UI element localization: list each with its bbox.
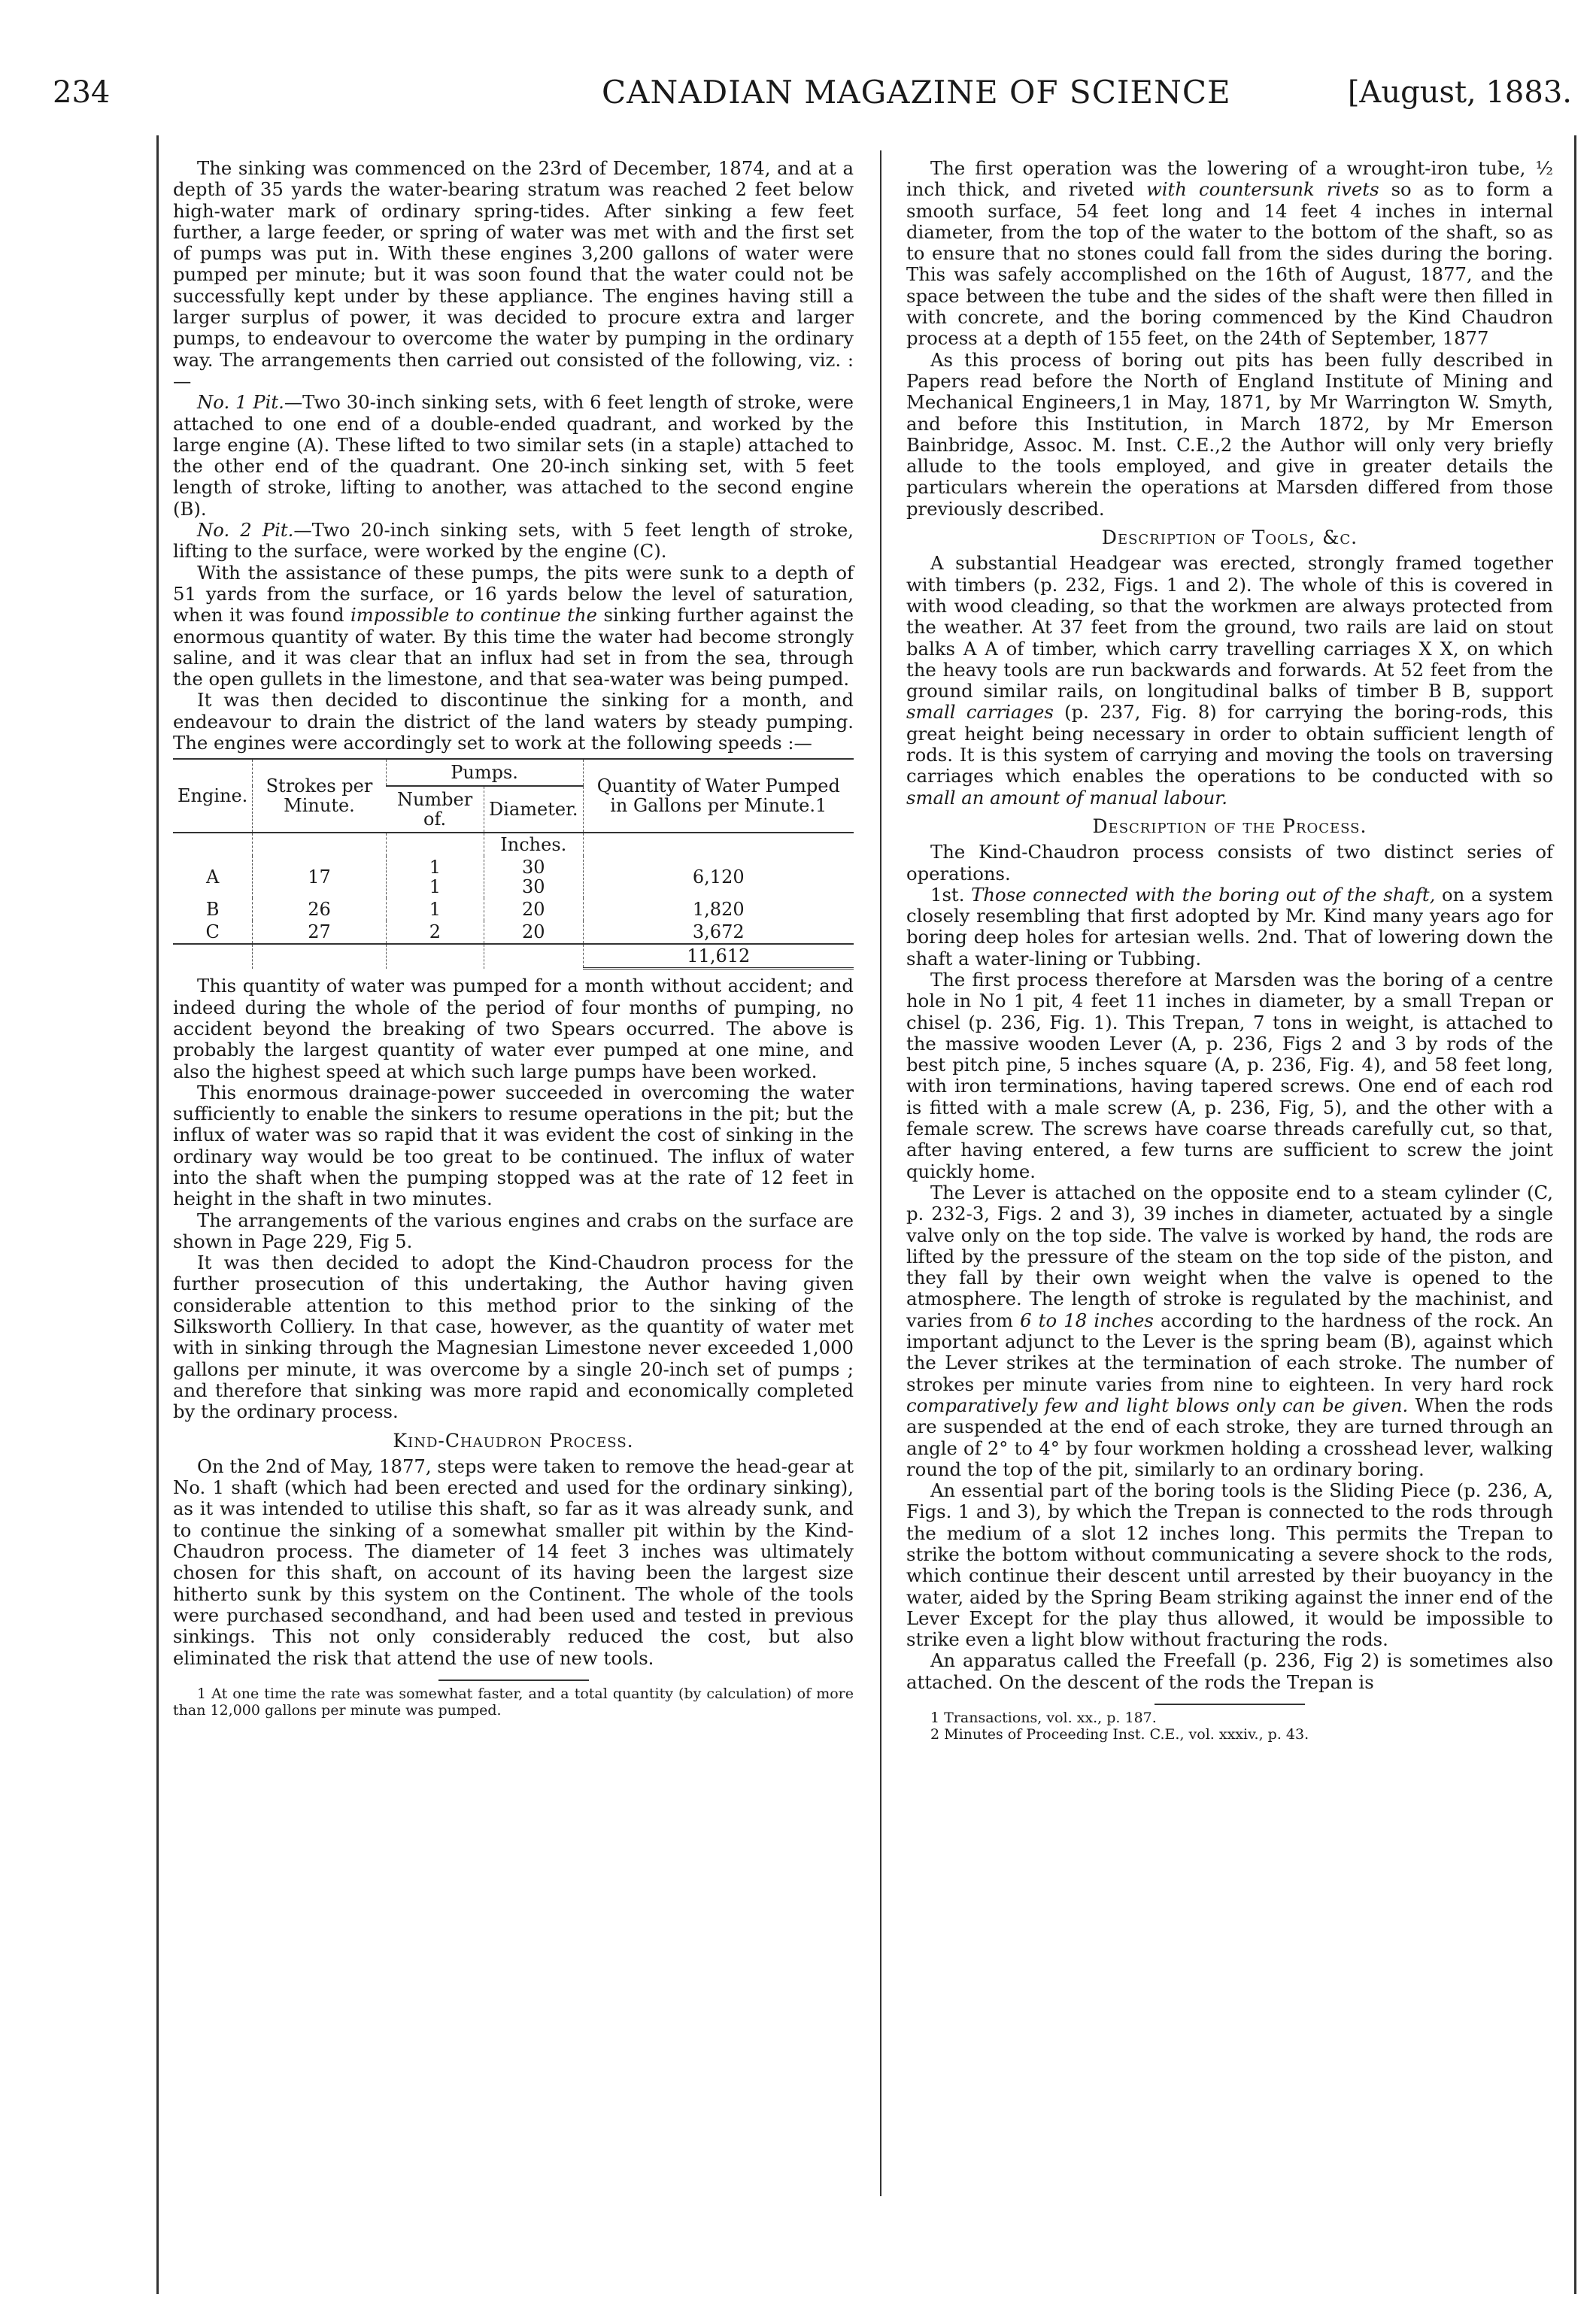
paragraph: No. 1 Pit.—Two 30-inch sinking sets, with 6 feet length of stroke, were attached to one end of a double-ended quadrant, and worked by the large engine (A). These lifted to two similar sets (in a staple) attached to the other end of the quadrant. One 20-inch sinking set, with 5 feet length of stroke, lifting to another, was attached to the second engine (B). xyxy=(173,391,854,520)
header-engine: Engine. xyxy=(173,759,253,833)
paragraph: The Lever is attached on the opposite end to a steam cylinder (C, p. 232-3, Figs. 2 and 3), 39 inches in diameter, actuated by a single valve only on the top side. The valve is worked by hand, the rods are lifted by the pressure of the steam on the top side of the piston, and they fall by their own weight when the valve is opened to the atmosphere. The length of stroke is regulated by the machinist, and varies from 6 to 18 inches according to the hardness of the rock. An important adjunct to the Lever is the spring beam (B), against which the Lever strikes at the termination of each stroke. The number of strokes per minute varies from nine to eighteen. In very hard rock comparatively few and light blows only can be given. When the rods are suspended at the end of each stroke, they are turned through an angle of 2° to 4° by four workmen holding a crosshead lever, walking round the top of the pit, similarly to an ordinary boring. xyxy=(906,1181,1554,1480)
pit-label: No. 1 Pit. xyxy=(197,391,284,414)
header-quantity: Quantity of Water Pumped in Gallons per Minute.1 xyxy=(583,759,854,833)
table-row: B 26 1 20 1,820 xyxy=(173,898,854,921)
paragraph: It was then decided to adopt the Kind-Chaudron process for the further prosecution of this undertaking, the Author having given considerable attention to this method prior to the sinking of the Silksworth Colliery. In that case, however, as the quantity of water met with in sinking through the Magnesian Limestone never exceeded 1,000 gallons per minute, it was overcome by a single 20-inch set of pumps ; and therefore that sinking was more rapid and economically completed by the ordinary process. xyxy=(173,1252,854,1423)
paragraph: 1st. Those connected with the boring out of the shaft, on a system closely resembling that first adopted by Mr. Kind many years ago for boring deep holes for artesian wells. 2nd. That of lowering down the shaft a water-lining or Tubbing. xyxy=(906,883,1554,969)
page-header xyxy=(53,69,1572,114)
paragraph: It was then decided to discontinue the sinking for a month, and endeavour to drain the district of the land waters by steady pumping. The engines were accordingly set to work at the following speeds :— xyxy=(173,689,854,754)
paragraph: The Kind-Chaudron process consists of two distinct series of operations. xyxy=(906,841,1553,884)
left-column xyxy=(173,158,854,1719)
total-quantity: 11,612 xyxy=(583,944,854,969)
paragraph: On the 2nd of May, 1877, steps were taken to remove the head-gear at No. 1 shaft (which had been erected and used for the ordinary sinking), as it was intended to utilise this shaft, so far as it was already sunk, and to continue the sinking of a somewhat smaller pit within by the Kind-Chaudron process. The diameter of 14 feet 3 inches was ultimately chosen for this shaft, on account of its having been the largest size hitherto sunk by this system on the Continent. The whole of the tools were purchased secondhand, and had been used and tested in previous sinkings. This not only considerably reduced the cost, but also eliminated the risk that attend the use of new tools. xyxy=(173,1455,854,1669)
footnote-rule xyxy=(438,1679,589,1681)
section-heading: Description of the Process. xyxy=(1092,815,1367,837)
paragraph: The sinking was commenced on the 23rd of December, 1874, and at a depth of 35 yards the water-bearing stratum was reached 2 feet below high-water mark of ordinary spring-tides. After sinking a few feet further, a large feeder, or spring of water was met with and the first set of pumps was put in. With these engines 3,200 gallons of water were pumped per minute; but it was soon found that the water could not be successfully kept under by these appliance. The engines having still a larger surplus of power, it was decided to procure extra and larger pumps, to endeavour to overcome the water by pumping in the ordinary way. The arrangements then carried out consisted of the following, viz. :— xyxy=(173,157,854,392)
pit-label: No. 2 Pit. xyxy=(197,519,294,542)
paragraph: The arrangements of the various engines and crabs on the surface are shown in Page 229, Fig 5. xyxy=(173,1209,854,1252)
header-number: Number of. xyxy=(386,786,484,833)
paragraph: This enormous drainage-power succeeded in overcoming the water sufficiently to enable the sinkers to resume operations in the pit; but the influx of water was so rapid that it was evident the cost of sinking in the ordinary way would be too great to be continued. The influx of water into the shaft when the pumping stopped was at the rate of 12 feet in height in the shaft in two minutes. xyxy=(173,1081,854,1210)
units-label: Inches. xyxy=(484,833,584,856)
paragraph: A substantial Headgear was erected, strongly framed together with timbers (p. 232, Figs. 1 and 2). The whole of this is covered in with wood cleading, so that the workmen are always protected from the weather. At 37 feet from the ground, two rails are laid on stout balks A A of timber, which carry travelling carriages X X, on which the heavy tools are run backwards and forwards. At 52 feet from the ground similar rails, on longitudinal balks of timber B B, support small carriages (p. 237, Fig. 8) for carrying the boring-rods, this great height being necessary in order to obtain sufficient length of rods. It is this system of carrying and moving the tools on traversing carriages which enables the operations to be conducted with so small an amount of manual labour. xyxy=(906,552,1553,809)
paragraph: An apparatus called the Freefall (p. 236, Fig 2) is sometimes also attached. On the descent of the rods the Trepan is xyxy=(906,1649,1553,1693)
table-total-row xyxy=(173,944,854,969)
footnote: 1 Transactions, vol. xx., p. 187. xyxy=(930,1710,1157,1727)
paragraph: As this process of boring out pits has been fully described in Papers read before the North of England Institute of Mining and Mechanical Engineers,1 in May, 1871, by Mr Warrington W. Smyth, and before this Institution, in March 1872, by Mr Emerson Bainbridge, Assoc. M. Inst. C.E.,2 the Author will only very briefly allude to the tools employed, and give in greater details the particulars wherein the operations at Marsden differed from those previously described. xyxy=(906,348,1553,520)
pump-table xyxy=(173,758,854,969)
table-row: C 27 2 20 3,672 xyxy=(173,921,854,944)
section-heading: Description of Tools, &c. xyxy=(1101,526,1358,549)
footnote-rule xyxy=(1155,1704,1305,1705)
section-heading: Kind-Chaudron Process. xyxy=(393,1429,634,1452)
paragraph: No. 2 Pit.—Two 20-inch sinking sets, with 5 feet length of stroke, lifting to the surface, were worked by the engine (C). xyxy=(173,519,854,563)
magazine-title: CANADIAN MAGAZINE OF SCIENCE xyxy=(602,74,1231,111)
column-divider xyxy=(880,150,881,2196)
paragraph: The first operation was the lowering of a wrought-iron tube, ½ inch thick, and riveted with countersunk rivets so as to form a smooth surface, 54 feet long and 14 feet 4 inches in internal diameter, from the top of the water to the bottom of the shaft, so as to ensure that no stones could fall from the sides during the boring. This was safely accomplished on the 16th of August, 1877, and the space between the tube and the sides of the shaft were then filled in with concrete, and the boring commenced by the Kind Chaudron process at a depth of 155 feet, on the 24th of September, 1877 xyxy=(906,157,1553,350)
footnote: 2 Minutes of Proceeding Inst. C.E., vol. xxxiv., p. 43. xyxy=(930,1726,1309,1743)
paragraph: This quantity of water was pumped for a month without accident; and indeed during the whole of the period of four months of pumping, no accident beyond the breaking of two Spears occurred. The above is probably the largest quantity of water ever pumped at one mine, and also the highest speed at which such large pumps have been worked. xyxy=(173,975,854,1082)
issue-date: [August, 1883. xyxy=(1347,75,1572,110)
paragraph: With the assistance of these pumps, the pits were sunk to a depth of 51 yards from the surface, or 16 yards below the level of saturation, when it was found impossible to continue the sinking further against the enormous quantity of water. By this time the water had become strongly saline, and it was clear that an influx had set in from the sea, through the open gullets in the limestone, and that sea-water was being pumped. xyxy=(173,561,854,690)
page-number: 234 xyxy=(53,75,111,110)
right-column xyxy=(906,158,1553,1743)
header-pumps: Pumps. xyxy=(386,759,583,786)
header-diameter: Diameter. xyxy=(484,786,584,833)
header-strokes: Strokes per Minute. xyxy=(253,759,386,833)
paragraph: The first process therefore at Marsden was the boring of a centre hole in No 1 pit, 4 feet 11 inches in diameter, by a small Trepan or chisel (p. 236, Fig. 1). This Trepan, 7 tons in weight, is attached to the massive wooden Lever (A, p. 236, Figs 2 and 3 by rods of the best pitch pine, 5 inches square (A, p. 236, Fig. 4), and 58 feet long, with iron terminations, having tapered screws. One end of each rod is fitted with a male screw (A, p. 236, Fig, 5), and the other with a female screw. The screws have coarse threads carefully cut, so that, after having entered, a few turns are sufficient to screw the joint quickly home. xyxy=(906,968,1553,1182)
paragraph: An essential part of the boring tools is the Sliding Piece (p. 236, A, Figs. 1 and 3), by which the Trepan is connected to the rods through the medium of a slot 12 inches long. This permits the Trepan to strike the bottom without communicating a severe shock to the rods, which continue their descent until arrested by their buoyancy in the water, aided by the Spring Beam striking against the inner end of the Lever Except for the play thus allowed, it would be impossible to strike even a light blow without fracturing the rods. xyxy=(906,1479,1553,1651)
table-row: A 17 1 1 30 30 6,120 xyxy=(173,856,854,898)
footnote: 1 At one time the rate was somewhat faster, and a total quantity (by calculation) of more than 12,000 gallons per minute was pumped. xyxy=(173,1685,854,1719)
